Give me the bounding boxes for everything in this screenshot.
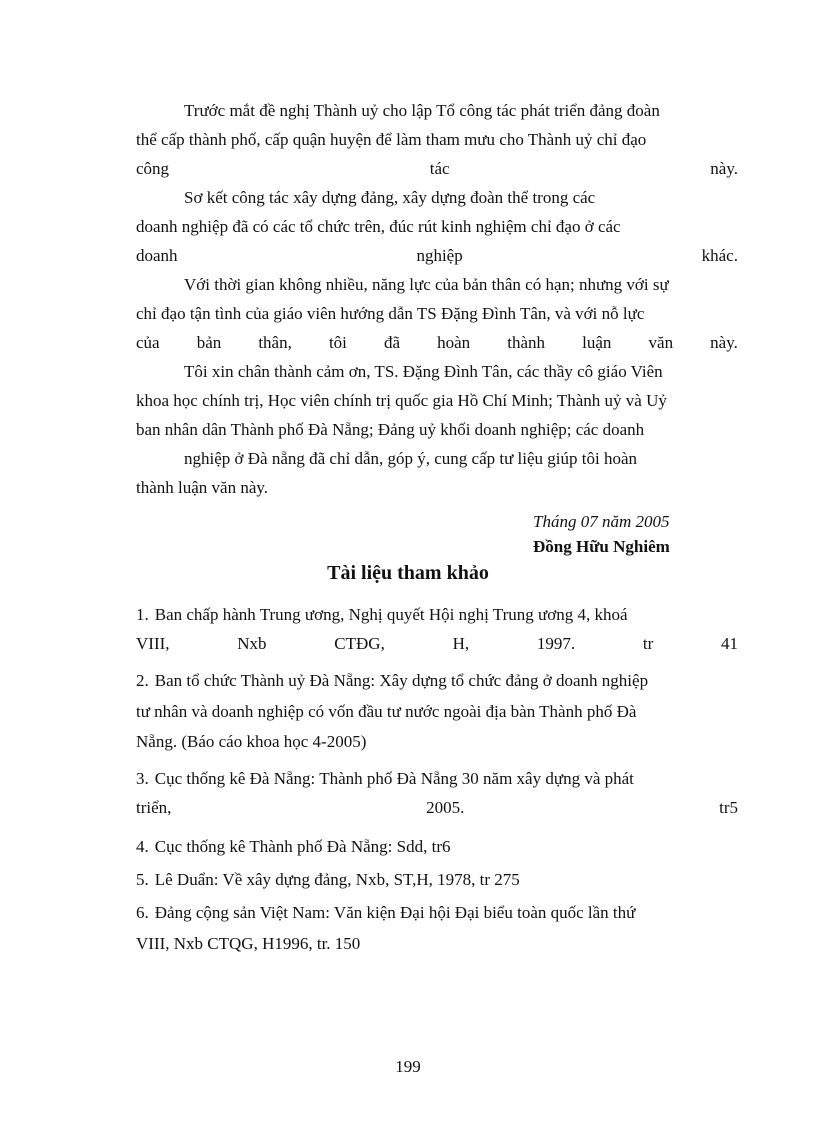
reference-number: 3. <box>136 769 149 788</box>
paragraph-line: Sơ kết công tác xây dựng đảng, xây dựng đoàn thể trong các <box>184 188 596 207</box>
reference-line: Nẵng. (Báo cáo khoa học 4-2005) <box>136 732 367 751</box>
paragraph-line: doanh nghiệp đã có các tổ chức trên, đúc rút kinh nghiệm chỉ đạo ở các <box>136 217 621 236</box>
paragraph-line: khoa học chính trị, Học viên chính trị quốc gia Hồ Chí Minh; Thành uỷ và Uỷ <box>136 391 667 410</box>
references-list <box>136 600 738 959</box>
paragraph-line: thành luận văn này. <box>136 478 269 497</box>
reference-item <box>136 666 738 756</box>
reference-line: 1. Ban chấp hành Trung ương, Nghị quyết Hội nghị Trung ương 4, khoá <box>136 605 628 624</box>
paragraph-line-justified: của bản thân, tôi đã hoàn thành luận văn này. <box>136 333 738 352</box>
signature-date: Tháng 07 năm 2005 <box>533 512 670 531</box>
reference-item <box>136 764 738 822</box>
paragraph-2 <box>136 183 738 270</box>
reference-item: 5. Lê Duẩn: Về xây dựng đảng, Nxb, ST,H, 1978, tr 275 <box>136 870 520 889</box>
reference-number: 2. <box>136 671 149 690</box>
reference-line: 3. Cục thống kê Đà Nẵng: Thành phố Đà Nẵng 30 năm xây dựng và phát <box>136 769 634 788</box>
paragraph-1 <box>136 96 738 183</box>
reference-line: 6. Đảng cộng sản Việt Nam: Văn kiện Đại hội Đại biểu toàn quốc lần thứ <box>136 903 636 922</box>
reference-line: VIII, Nxb CTQG, H1996, tr. 150 <box>136 934 361 953</box>
paragraph-line: ban nhân dân Thành phố Đà Nẵng; Đảng uỷ khối doanh nghiệp; các doanh <box>136 420 645 439</box>
paragraph-line: Với thời gian không nhiều, năng lực của bản thân có hạn; nhưng với sự <box>184 275 669 294</box>
paragraph-line: chỉ đạo tận tình của giáo viên hướng dẫn TS Đặng Đình Tân, và với nỗ lực <box>136 304 645 323</box>
reference-item: 4. Cục thống kê Thành phố Đà Nẵng: Sdd, tr6 <box>136 837 451 856</box>
paragraph-line-justified: công tác này. <box>136 159 738 178</box>
paragraph-3 <box>136 270 738 357</box>
signature-name: Đồng Hữu Nghiêm <box>533 537 670 556</box>
reference-line-justified: VIII, Nxb CTĐG, H, 1997. tr 41 <box>136 634 738 653</box>
paragraph-4 <box>136 357 738 502</box>
reference-number: 1. <box>136 605 149 624</box>
reference-line-justified: triển, 2005. tr5 <box>136 798 738 817</box>
paragraph-line-justified: doanh nghiệp khác. <box>136 246 738 265</box>
page-number: 199 <box>395 1057 421 1076</box>
reference-number: 6. <box>136 903 149 922</box>
paragraph-line: Trước mắt đề nghị Thành uỷ cho lập Tổ công tác phát triển đảng đoàn <box>184 101 660 120</box>
reference-line: tư nhân và doanh nghiệp có vốn đầu tư nước ngoài địa bàn Thành phố Đà <box>136 702 637 721</box>
references-title: Tài liệu tham khảo <box>327 562 489 584</box>
paragraph-line: nghiệp ở Đà nẵng đã chỉ dẫn, góp ý, cung cấp tư liệu giúp tôi hoàn <box>184 449 638 468</box>
reference-number: 4. <box>136 837 149 856</box>
body-text <box>136 96 738 502</box>
reference-item <box>136 600 738 658</box>
paragraph-line: Tôi xin chân thành cảm ơn, TS. Đặng Đình Tân, các thầy cô giáo Viên <box>184 362 663 381</box>
reference-number: 5. <box>136 870 149 889</box>
paragraph-line: thể cấp thành phố, cấp quận huyện để làm tham mưu cho Thành uỷ chỉ đạo <box>136 130 647 149</box>
reference-line: 2. Ban tổ chức Thành uỷ Đà Nẵng: Xây dựng tổ chức đảng ở doanh nghiệp <box>136 671 649 690</box>
reference-item <box>136 896 738 959</box>
